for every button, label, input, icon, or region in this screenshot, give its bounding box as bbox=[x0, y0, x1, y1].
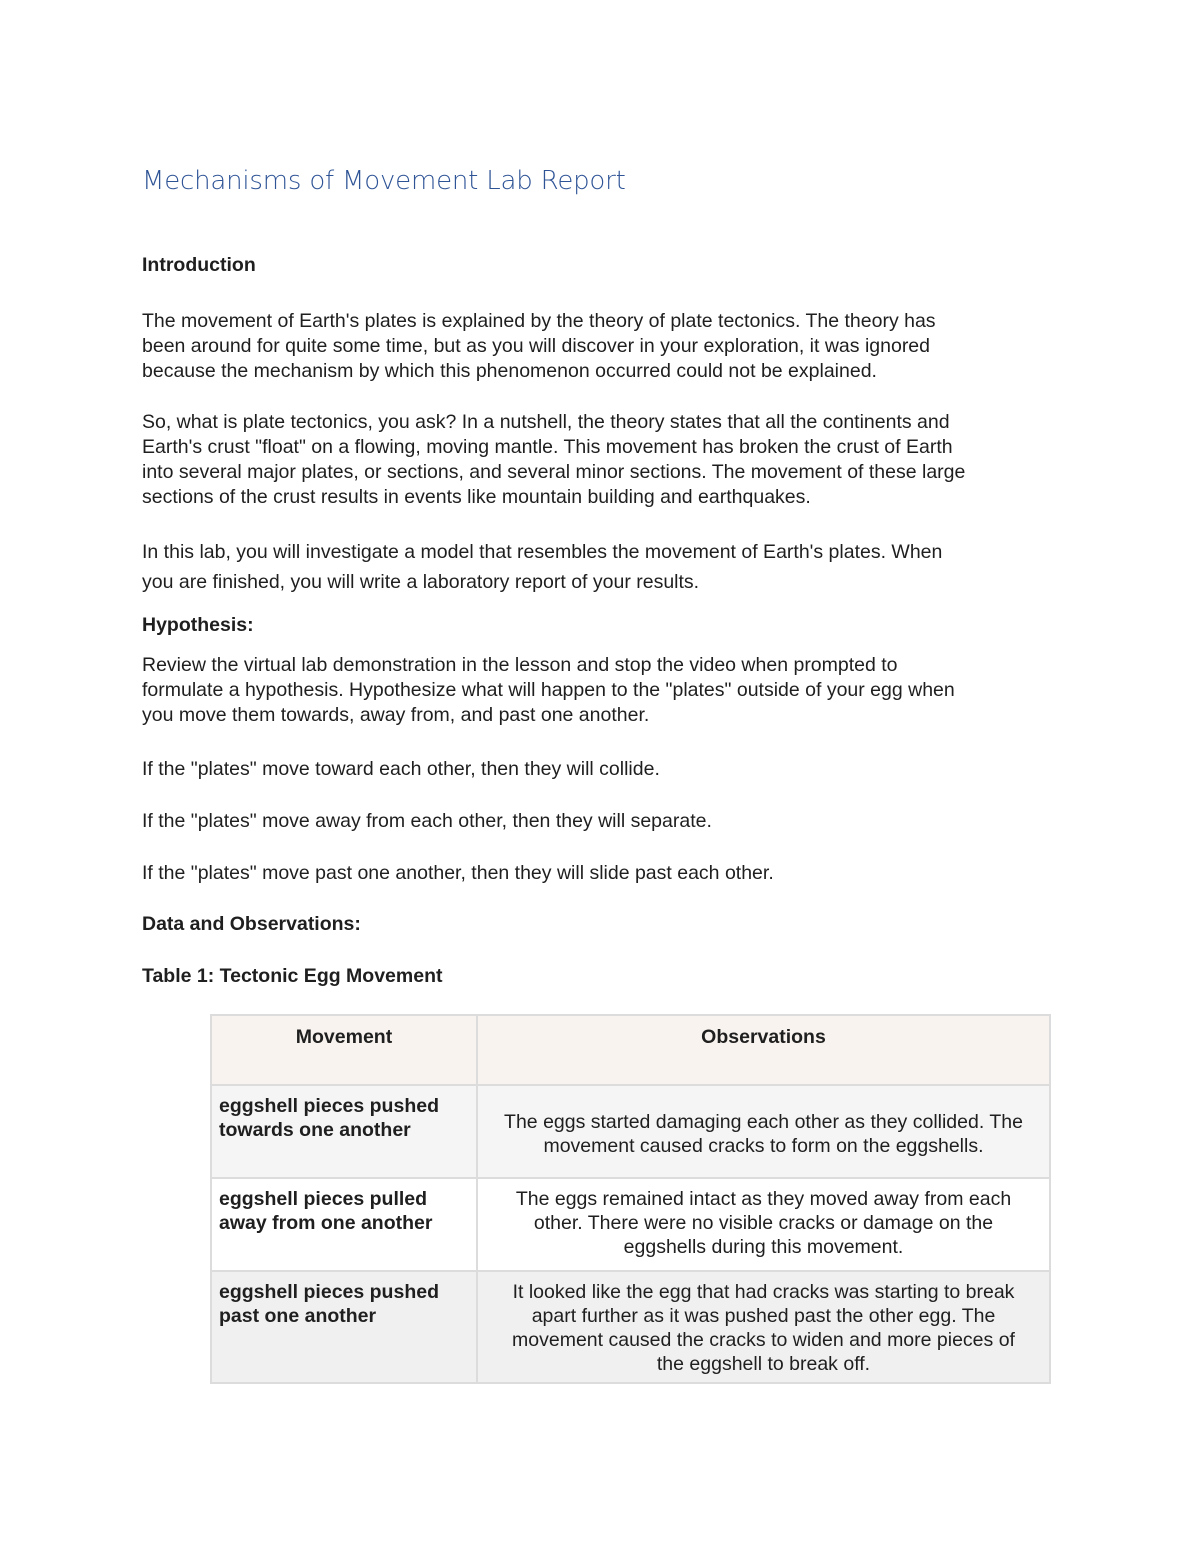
text-line: If the "plates" move past one another, then they will slide past each other. bbox=[142, 862, 774, 884]
text-line: apart further as it was pushed past the other egg. The bbox=[531, 1305, 996, 1327]
text-line: In this lab, you will investigate a model that resembles the movement of Earth's plates. When bbox=[142, 541, 943, 563]
text-line: other. There were no visible cracks or damage on the bbox=[533, 1212, 994, 1234]
text-line: you move them towards, away from, and past one another. bbox=[142, 704, 650, 726]
page-title: Mechanisms of Movement Lab Report bbox=[142, 166, 626, 196]
text-line: If the "plates" move away from each other, then they will separate. bbox=[142, 810, 712, 832]
column-header-movement: Movement bbox=[211, 1015, 477, 1085]
hypothesis-heading: Hypothesis: bbox=[142, 614, 254, 636]
text-line: into several major plates, or sections, and several minor sections. The movement of these large bbox=[142, 461, 966, 483]
text-line: If the "plates" move toward each other, then they will collide. bbox=[142, 758, 660, 780]
hypothesis-away bbox=[142, 809, 1062, 834]
text-line: movement caused cracks to form on the eggshells. bbox=[543, 1135, 984, 1157]
text-line: Review the virtual lab demonstration in the lesson and stop the video when prompted to bbox=[142, 654, 898, 676]
text-line: The movement of Earth's plates is explained by the theory of plate tectonics. The theory has bbox=[142, 310, 936, 332]
text-line: formulate a hypothesis. Hypothesize what will happen to the "plates" outside of your egg when bbox=[142, 679, 955, 701]
hypothesis-toward bbox=[142, 757, 1062, 782]
table-row bbox=[211, 1085, 1050, 1178]
text-line: eggshells during this movement. bbox=[623, 1236, 904, 1258]
movement-cell bbox=[211, 1085, 477, 1178]
hypothesis-paragraph bbox=[142, 653, 1062, 728]
observation-cell bbox=[477, 1178, 1050, 1271]
text-line: Earth's crust "float" on a flowing, moving mantle. This movement has broken the crust of Earth bbox=[142, 436, 953, 458]
text-line: eggshell pieces pushed bbox=[219, 1095, 439, 1117]
table-title: Table 1: Tectonic Egg Movement bbox=[142, 965, 443, 987]
movement-cell bbox=[211, 1178, 477, 1271]
text-line: It looked like the egg that had cracks was starting to break bbox=[512, 1281, 1015, 1303]
text-line: eggshell pieces pulled bbox=[219, 1188, 428, 1210]
text-line: away from one another bbox=[219, 1212, 433, 1234]
observation-cell bbox=[477, 1271, 1050, 1383]
text-line: because the mechanism by which this phenomenon occurred could not be explained. bbox=[142, 360, 877, 382]
observation-cell bbox=[477, 1085, 1050, 1178]
text-line: past one another bbox=[219, 1305, 377, 1327]
column-header-observations: Observations bbox=[477, 1015, 1050, 1085]
text-line: The eggs started damaging each other as they collided. The bbox=[504, 1111, 1023, 1133]
data-observations-heading: Data and Observations: bbox=[142, 913, 361, 935]
introduction-paragraph-3 bbox=[142, 537, 1062, 597]
text-line: So, what is plate tectonics, you ask? In a nutshell, the theory states that all the continents and bbox=[142, 411, 950, 433]
text-line: The eggs remained intact as they moved away from each bbox=[515, 1188, 1012, 1210]
text-line: eggshell pieces pushed bbox=[219, 1281, 439, 1303]
movement-cell bbox=[211, 1271, 477, 1383]
text-line: the eggshell to break off. bbox=[656, 1353, 871, 1375]
introduction-paragraph-1 bbox=[142, 309, 1062, 384]
hypothesis-past bbox=[142, 861, 1062, 886]
text-line: been around for quite some time, but as you will discover in your exploration, it was ignored bbox=[142, 335, 930, 357]
observations-table bbox=[210, 1014, 1051, 1384]
table-row bbox=[211, 1271, 1050, 1383]
text-line: sections of the crust results in events like mountain building and earthquakes. bbox=[142, 486, 811, 508]
introduction-heading: Introduction bbox=[142, 254, 256, 276]
text-line: movement caused the cracks to widen and more pieces of bbox=[512, 1329, 1015, 1351]
introduction-paragraph-2 bbox=[142, 410, 1062, 510]
text-line: towards one another bbox=[219, 1119, 411, 1141]
table-header-row bbox=[211, 1015, 1050, 1085]
text-line: you are finished, you will write a laboratory report of your results. bbox=[142, 571, 700, 593]
table-row bbox=[211, 1178, 1050, 1271]
